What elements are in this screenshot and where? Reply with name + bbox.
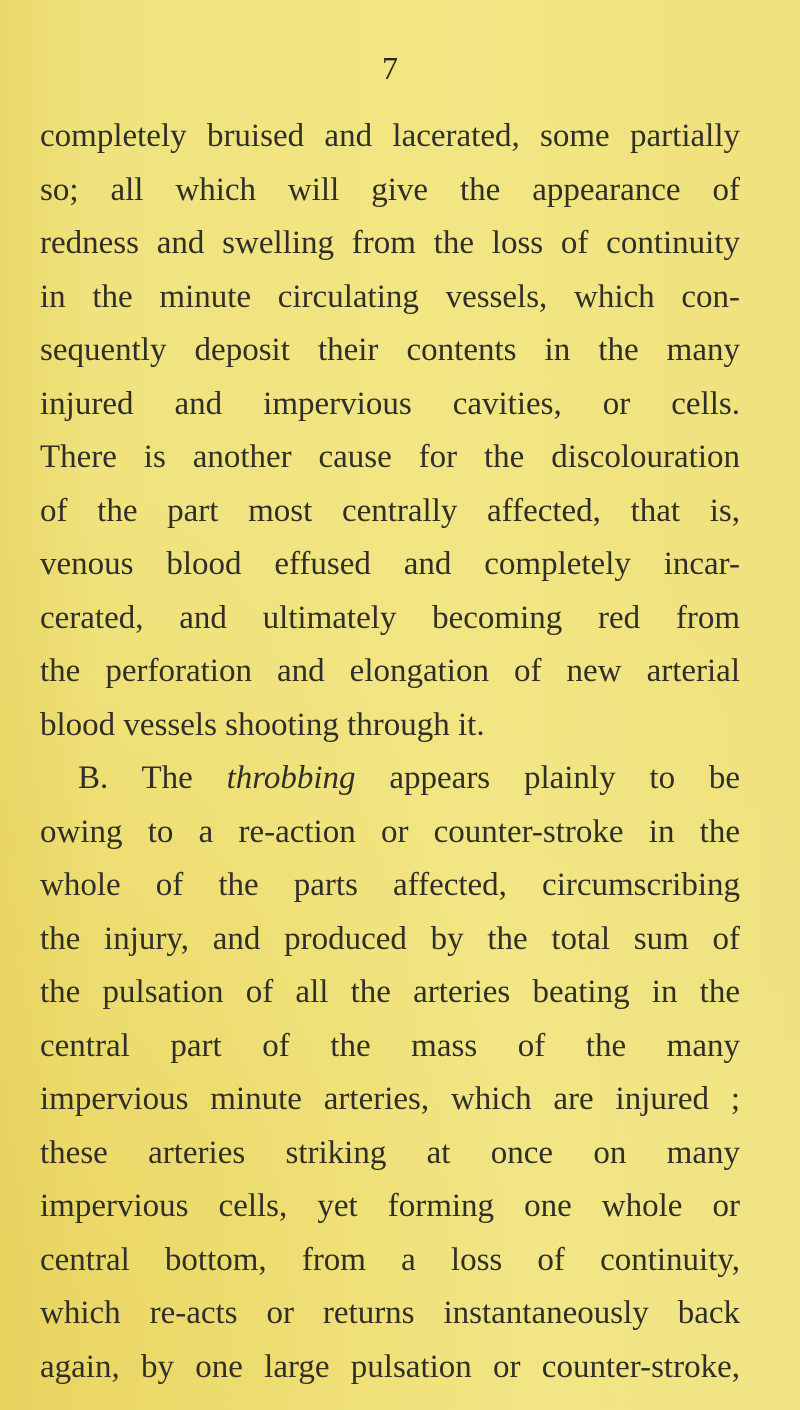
text-line: impervious cells, yet forming one whole or — [40, 1188, 740, 1224]
italic-term: throbbing — [226, 760, 356, 796]
text-line: blood vessels shooting through it. — [40, 706, 485, 743]
text-line: venous blood effused and completely incar- — [40, 546, 740, 582]
text-line: injured and impervious cavities, or cells. — [40, 385, 740, 422]
text-line: cerated, and ultimately becoming red from — [40, 599, 740, 636]
text-line: impervious minute arteries, which are injured ; — [40, 1081, 740, 1117]
text-line: whole of the parts affected, circumscribing — [40, 867, 740, 903]
text-line: redness and swelling from the loss of continuity — [40, 225, 740, 261]
body-text — [40, 110, 740, 1394]
text-line: central part of the mass of the many — [40, 1027, 740, 1064]
text-line: the perforation and elongation of new arterial — [40, 653, 740, 689]
paragraph-b-first-line — [40, 752, 740, 806]
text-line: of the part most centrally affected, that is, — [40, 492, 740, 529]
text-line: central bottom, from a loss of continuity, — [40, 1241, 740, 1278]
text-line: owing to a re-action or counter-stroke in the — [40, 813, 740, 850]
text-line: the injury, and produced by the total sum of — [40, 920, 740, 957]
page-number: 7 — [382, 50, 398, 86]
text-line: in the minute circulating vessels, which con- — [40, 278, 740, 315]
text-line: There is another cause for the discolouration — [40, 439, 740, 475]
text-line: which re-acts or returns instantaneously back — [40, 1295, 740, 1331]
paragraph-b-prefix: B. The — [78, 760, 193, 796]
text-line: sequently deposit their contents in the many — [40, 332, 740, 368]
text-line: the pulsation of all the arteries beating in the — [40, 974, 740, 1010]
text-line: so; all which will give the appearance of — [40, 171, 740, 208]
text-line: completely bruised and lacerated, some partially — [40, 118, 740, 154]
paragraph-b-suffix: appears plainly to be — [389, 760, 741, 796]
text-line: these arteries striking at once on many — [40, 1134, 740, 1171]
text-line: again, by one large pulsation or counter-stroke, — [40, 1348, 740, 1385]
